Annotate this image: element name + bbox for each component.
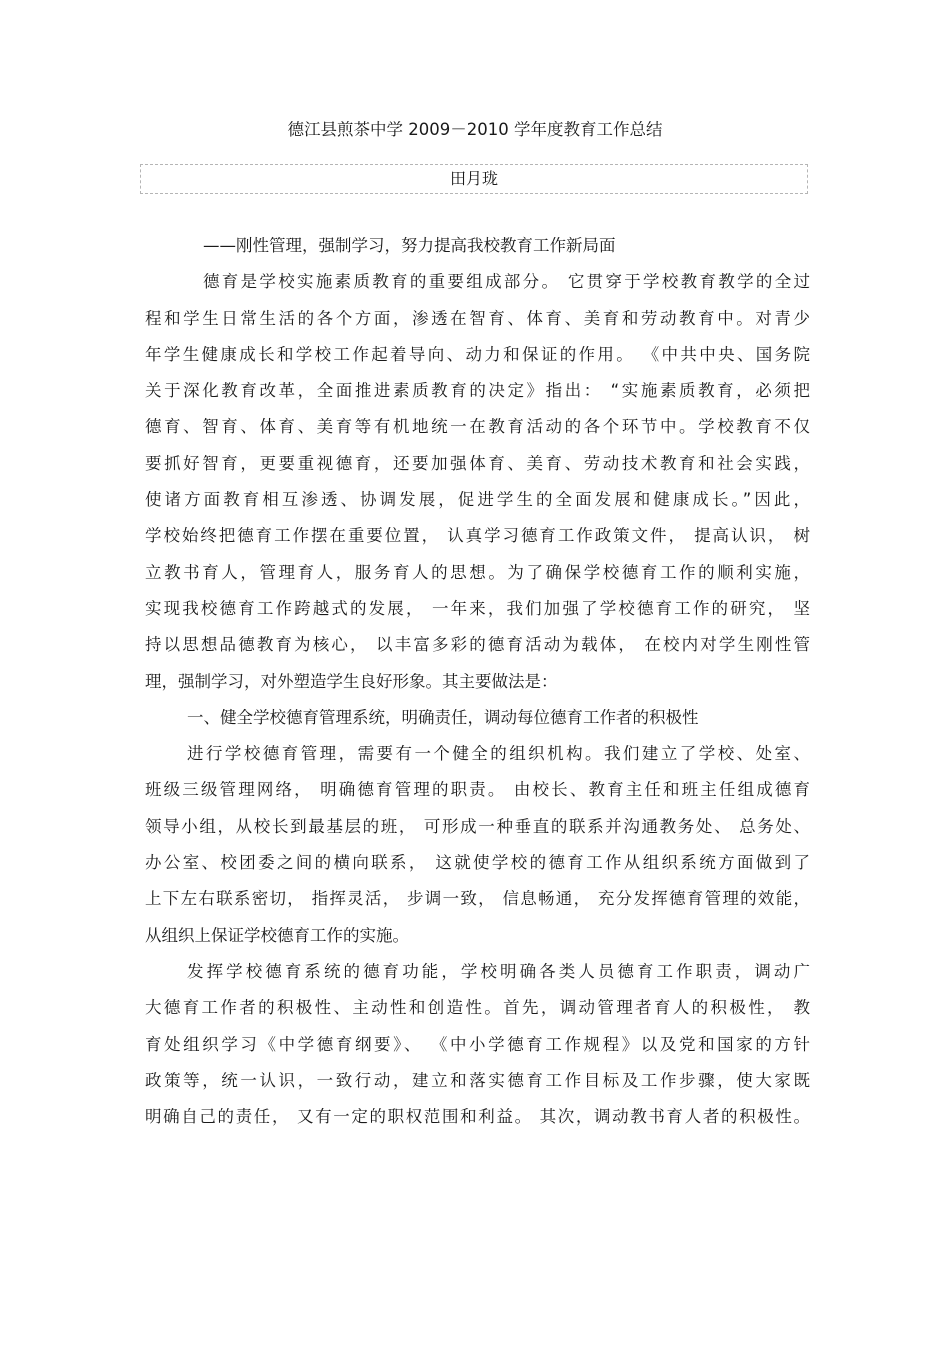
paragraph-line: 班级三级管理网络， 明确德育管理的职责。 由校长、教育主任和班主任组成德育 bbox=[145, 780, 810, 800]
paragraph-line: 实现我校德育工作跨越式的发展， 一年来，我们加强了学校德育工作的研究， 坚 bbox=[145, 598, 810, 618]
author-name: 田月珑 bbox=[449, 169, 498, 188]
paragraph-line: 育处组织学习《中学德育纲要》、 《中小学德育工作规程》以及党和国家的方针 bbox=[145, 1034, 810, 1054]
paragraph-line: 进行学校德育管理，需要有一个健全的组织机构。我们建立了学校、处室、 bbox=[187, 744, 810, 764]
paragraph-line: 明确自己的责任， 又有一定的职权范围和利益。 其次，调动教书育人者的积极性。 bbox=[145, 1107, 810, 1127]
paragraph-line: 使诸方面教育相互渗透、协调发展，促进学生的全面发展和健康成长。”因此， bbox=[145, 490, 810, 510]
paragraph-line: 年学生健康成长和学校工作起着导向、动力和保证的作用。 《中共中央、国务院 bbox=[145, 344, 810, 364]
paragraph-line: 政策等，统一认识，一致行动，建立和落实德育工作目标及工作步骤，使大家既 bbox=[145, 1070, 810, 1090]
paragraph-line: 办公室、校团委之间的横向联系， 这就使学校的德育工作从组织系统方面做到了 bbox=[145, 853, 810, 873]
paragraph-line: 要抓好智育，更要重视德育，还要加强体育、美育、劳动技术教育和社会实践， bbox=[145, 453, 810, 473]
paragraph-line: 德育、智育、体育、美育等有机地统一在教育活动的各个环节中。学校教育不仅 bbox=[145, 417, 810, 437]
paragraph-line: 发挥学校德育系统的德育功能，学校明确各类人员德育工作职责，调动广 bbox=[187, 961, 810, 981]
paragraph-line: 关于深化教育改革，全面推进素质教育的决定》指出： “实施素质教育，必须把 bbox=[145, 381, 810, 401]
subtitle-line: ——刚性管理，强制学习，努力提高我校教育工作新局面 bbox=[203, 236, 616, 255]
author-box bbox=[140, 164, 808, 194]
paragraph-line: 领导小组，从校长到最基层的班， 可形成一种垂直的联系并沟通教务处、 总务处、 bbox=[145, 816, 810, 836]
paragraph-line: 持以思想品德教育为核心， 以丰富多彩的德育活动为载体， 在校内对学生刚性管 bbox=[145, 635, 810, 655]
document-body bbox=[145, 228, 810, 1135]
paragraph-line: 学校始终把德育工作摆在重要位置， 认真学习德育工作政策文件， 提高认识， 树 bbox=[145, 526, 810, 546]
paragraph-line: 从组织上保证学校德育工作的实施。 bbox=[145, 925, 409, 945]
paragraph-line: 程和学生日常生活的各个方面，渗透在智育、体育、美育和劳动教育中。对青少 bbox=[145, 308, 810, 328]
paragraph-line: 立教书育人，管理育人，服务育人的思想。为了确保学校德育工作的顺利实施， bbox=[145, 562, 810, 582]
paragraph-line: 理，强制学习，对外塑造学生良好形象。其主要做法是： bbox=[145, 671, 558, 691]
paragraph-line: 上下左右联系密切， 指挥灵活， 步调一致， 信息畅通， 充分发挥德育管理的效能， bbox=[145, 889, 810, 909]
paragraph-line: 德育是学校实施素质教育的重要组成部分。 它贯穿于学校教育教学的全过 bbox=[203, 272, 810, 292]
paragraph-line: 大德育工作者的积极性、主动性和创造性。首先，调动管理者育人的积极性， 教 bbox=[145, 998, 810, 1018]
section-heading: 一、健全学校德育管理系统，明确责任，调动每位德育工作者的积极性 bbox=[187, 707, 699, 727]
document-title: 德江县煎茶中学 2009－2010 学年度教育工作总结 bbox=[287, 120, 663, 139]
